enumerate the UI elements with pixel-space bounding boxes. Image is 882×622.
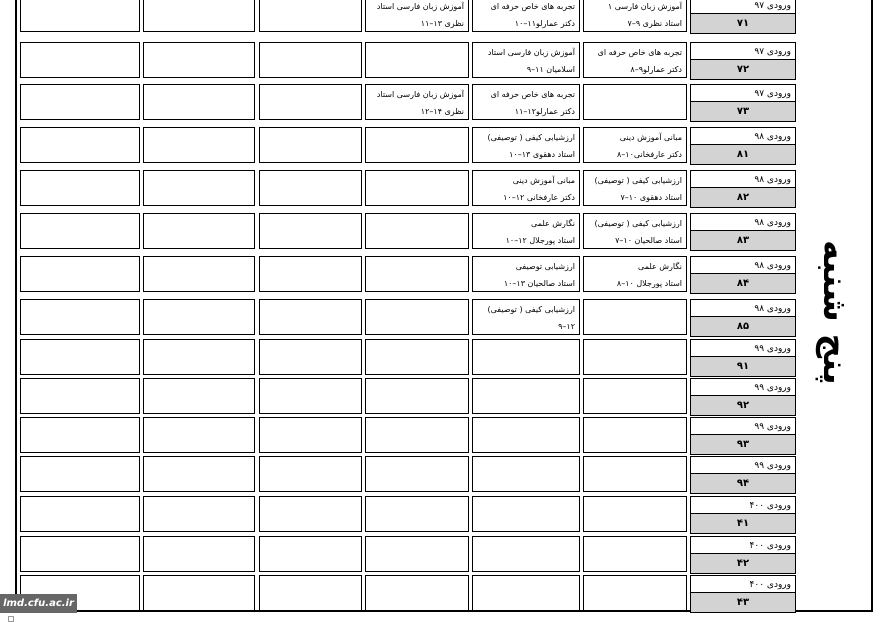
course-title: نگارش علمی xyxy=(531,219,575,228)
schedule-cell xyxy=(143,127,255,163)
schedule-cell xyxy=(472,127,580,163)
schedule-cell xyxy=(472,378,580,414)
course-instructor-time: دکتر عارفخانی ۱۲–۱۰ xyxy=(503,193,575,202)
section-code: ۸۵ xyxy=(691,316,795,336)
schedule-cell xyxy=(143,536,255,572)
schedule-cell xyxy=(143,417,255,453)
schedule-cell xyxy=(472,339,580,375)
section-entry-label: ورودی ۹۸ xyxy=(754,304,791,314)
course-title: تجربه های خاص حرفه ای xyxy=(490,90,575,99)
course-title: ارزشیابی کیفی ( توصیفی) xyxy=(487,133,575,142)
section-code: ۸۳ xyxy=(691,230,795,250)
schedule-cell xyxy=(365,127,469,163)
schedule-cell xyxy=(143,213,255,249)
course-instructor-time: استاد پورجلال ۱۰–۸ xyxy=(616,279,682,288)
section-entry-label: ورودی ۹۷ xyxy=(754,89,791,99)
schedule-cell xyxy=(20,127,140,163)
schedule-cell xyxy=(583,496,687,532)
section-code: ۷۲ xyxy=(691,59,795,79)
schedule-cell xyxy=(583,213,687,249)
schedule-cell xyxy=(583,456,687,492)
schedule-cell xyxy=(583,339,687,375)
schedule-cell xyxy=(20,456,140,492)
course-instructor-time: دکتر عمارلو۱۱–۱۰ xyxy=(514,19,575,28)
schedule-cell xyxy=(365,456,469,492)
schedule-cell xyxy=(365,299,469,335)
section-cell xyxy=(690,170,796,208)
course-title: آموزش زبان فارسی ۱ xyxy=(607,2,682,11)
section-cell xyxy=(690,0,796,34)
section-cell xyxy=(690,84,796,122)
schedule-cell xyxy=(472,213,580,249)
schedule-cell xyxy=(472,256,580,292)
schedule-cell xyxy=(20,84,140,120)
schedule-cell xyxy=(472,42,580,78)
section-entry-label: ورودی ۹۸ xyxy=(754,175,791,185)
schedule-cell xyxy=(365,575,469,611)
section-code: ۹۳ xyxy=(691,434,795,454)
section-cell xyxy=(690,127,796,165)
course-title: ارزشیابی کیفی ( توصیفی) xyxy=(594,176,682,185)
course-instructor-time: دکتر عمارلو۹–۸ xyxy=(630,65,682,74)
section-code: ۷۳ xyxy=(691,101,795,121)
schedule-cell xyxy=(20,339,140,375)
schedule-cell xyxy=(472,536,580,572)
schedule-cell xyxy=(583,42,687,78)
schedule-cell xyxy=(583,256,687,292)
schedule-cell xyxy=(472,84,580,120)
schedule-cell xyxy=(583,299,687,335)
schedule-cell xyxy=(143,256,255,292)
section-entry-label: ورودی ۹۸ xyxy=(754,261,791,271)
schedule-cell xyxy=(583,417,687,453)
schedule-cell xyxy=(365,170,469,206)
schedule-cell xyxy=(20,417,140,453)
section-entry-label: ورودی ۹۸ xyxy=(754,132,791,142)
schedule-cell xyxy=(365,536,469,572)
schedule-cell xyxy=(583,536,687,572)
section-entry-label: ورودی ۹۹ xyxy=(754,383,791,393)
section-code: ۴۲ xyxy=(691,553,795,573)
schedule-cell xyxy=(365,339,469,375)
section-entry-label: ورودی ۹۷ xyxy=(754,47,791,57)
schedule-cell xyxy=(259,256,362,292)
section-cell xyxy=(690,339,796,377)
schedule-cell xyxy=(20,378,140,414)
section-cell xyxy=(690,536,796,574)
schedule-cell xyxy=(472,170,580,206)
section-code: ۸۴ xyxy=(691,273,795,293)
course-instructor-time: استاد دهقوی ۱۰–۷ xyxy=(620,193,682,202)
section-cell xyxy=(690,496,796,534)
schedule-cell xyxy=(365,256,469,292)
course-title: تجربه های خاص حرفه ای xyxy=(490,2,575,11)
section-code: ۸۲ xyxy=(691,187,795,207)
schedule-cell xyxy=(472,575,580,611)
course-title: آموزش زبان فارسی استاد xyxy=(376,90,464,99)
section-entry-label: ورودی ۴۰۰ xyxy=(749,580,791,590)
schedule-cell xyxy=(259,536,362,572)
schedule-cell xyxy=(259,170,362,206)
schedule-cell xyxy=(143,339,255,375)
schedule-cell xyxy=(20,536,140,572)
course-title: ارزشیابی کیفی ( توصیفی) xyxy=(487,305,575,314)
schedule-cell xyxy=(143,170,255,206)
schedule-cell xyxy=(20,256,140,292)
section-entry-label: ورودی ۹۹ xyxy=(754,461,791,471)
schedule-cell xyxy=(143,84,255,120)
schedule-cell xyxy=(143,456,255,492)
corner-marker xyxy=(8,616,14,622)
schedule-cell xyxy=(259,213,362,249)
course-title: نگارش علمی xyxy=(638,262,682,271)
schedule-cell xyxy=(259,42,362,78)
course-title: ارزشیابی توصیفی xyxy=(515,262,575,271)
site-watermark[interactable]: lmd.cfu.ac.ir xyxy=(0,594,77,613)
schedule-cell xyxy=(143,42,255,78)
schedule-cell xyxy=(365,213,469,249)
course-title: آموزش زبان فارسی استاد xyxy=(487,48,575,57)
course-instructor-time: استاد نظری ۹–۷ xyxy=(627,19,682,28)
course-instructor-time: استاد دهقوی ۱۳–۱۰ xyxy=(509,150,575,159)
schedule-cell xyxy=(583,170,687,206)
schedule-cell xyxy=(143,496,255,532)
schedule-cell xyxy=(583,84,687,120)
course-instructor-time: استاد صالحیان ۱۳–۱۰ xyxy=(503,279,575,288)
course-instructor-time: استاد صالحیان ۱۰–۷ xyxy=(615,236,682,245)
schedule-cell xyxy=(365,84,469,120)
section-code: ۹۱ xyxy=(691,356,795,376)
schedule-cell xyxy=(259,417,362,453)
schedule-cell xyxy=(259,339,362,375)
schedule-cell xyxy=(583,0,687,32)
schedule-cell xyxy=(20,213,140,249)
section-entry-label: ورودی ۹۷ xyxy=(754,1,791,11)
schedule-cell xyxy=(20,170,140,206)
schedule-cell xyxy=(20,299,140,335)
schedule-cell xyxy=(365,378,469,414)
course-title: ارزشیابی کیفی ( توصیفی) xyxy=(594,219,682,228)
course-instructor-time: دکتر عارفخانی۱۰–۸ xyxy=(616,150,682,159)
schedule-cell xyxy=(143,0,255,32)
course-instructor-time: نظری ۱۴–۱۲ xyxy=(420,107,464,116)
schedule-cell xyxy=(259,496,362,532)
section-cell xyxy=(690,213,796,251)
schedule-cell xyxy=(20,42,140,78)
section-cell xyxy=(690,378,796,416)
course-title: تجربه های خاص حرفه ای xyxy=(597,48,682,57)
schedule-cell xyxy=(259,127,362,163)
schedule-cell xyxy=(583,378,687,414)
section-code: ۸۱ xyxy=(691,144,795,164)
section-entry-label: ورودی ۴۰۰ xyxy=(749,541,791,551)
section-entry-label: ورودی ۴۰۰ xyxy=(749,501,791,511)
schedule-cell xyxy=(20,0,140,32)
section-entry-label: ورودی ۹۹ xyxy=(754,422,791,432)
course-instructor-time: دکتر عمارلو۱۲–۱۱ xyxy=(514,107,575,116)
section-entry-label: ورودی ۹۸ xyxy=(754,218,791,228)
course-title: مبانی آموزش دینی xyxy=(619,133,682,142)
schedule-cell xyxy=(583,575,687,611)
section-cell xyxy=(690,575,796,613)
schedule-cell xyxy=(259,575,362,611)
schedule-cell xyxy=(259,299,362,335)
section-code: ۹۴ xyxy=(691,473,795,493)
schedule-cell xyxy=(583,127,687,163)
section-code: ۷۱ xyxy=(691,13,795,33)
schedule-cell xyxy=(472,417,580,453)
course-instructor-time: ۱۲–۹ xyxy=(558,322,575,331)
schedule-cell xyxy=(365,42,469,78)
schedule-cell xyxy=(259,0,362,32)
schedule-cell xyxy=(20,496,140,532)
schedule-cell xyxy=(259,84,362,120)
course-title: آموزش زبان فارسی استاد xyxy=(376,2,464,11)
schedule-cell xyxy=(143,575,255,611)
section-code: ۴۱ xyxy=(691,513,795,533)
schedule-cell xyxy=(143,299,255,335)
section-code: ۴۳ xyxy=(691,592,795,612)
section-cell xyxy=(690,456,796,494)
schedule-cell xyxy=(259,456,362,492)
section-entry-label: ورودی ۹۹ xyxy=(754,344,791,354)
section-code: ۹۲ xyxy=(691,395,795,415)
schedule-cell xyxy=(472,496,580,532)
section-cell xyxy=(690,42,796,80)
course-instructor-time: اسلامیان ۱۱–۹ xyxy=(526,65,575,74)
section-cell xyxy=(690,256,796,294)
schedule-cell xyxy=(259,378,362,414)
course-instructor-time: نظری ۱۳–۱۱ xyxy=(420,19,464,28)
day-title: پنج شنبه xyxy=(815,240,855,385)
course-title: مبانی آموزش دینی xyxy=(512,176,575,185)
schedule-cell xyxy=(472,0,580,32)
course-instructor-time: استاد پورجلال ۱۲–۱۰ xyxy=(505,236,575,245)
schedule-cell xyxy=(472,456,580,492)
schedule-cell xyxy=(365,496,469,532)
schedule-cell xyxy=(472,299,580,335)
schedule-cell xyxy=(365,0,469,32)
schedule-cell xyxy=(143,378,255,414)
section-cell xyxy=(690,417,796,455)
section-cell xyxy=(690,299,796,337)
schedule-cell xyxy=(365,417,469,453)
